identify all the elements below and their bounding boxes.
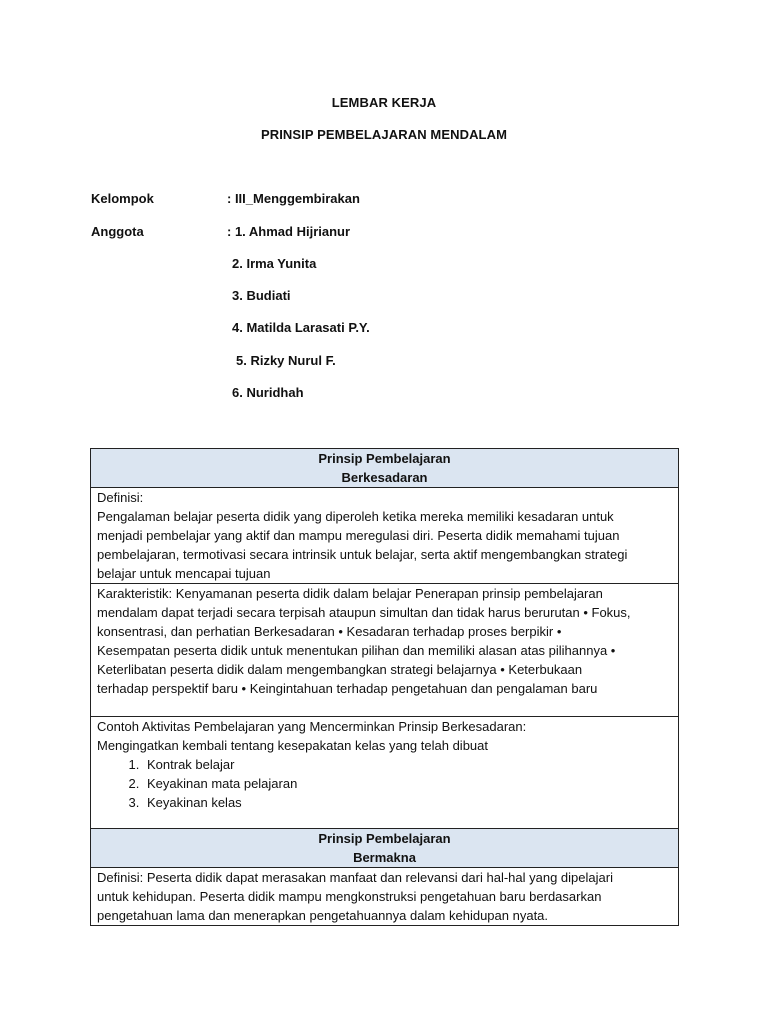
characteristic-line: Kesempatan peserta didik untuk menentukan pilihan dan memiliki alasan atas pilihannya • (97, 643, 616, 658)
member-item: 5. Rizky Nurul F. (236, 353, 336, 368)
definition-line: Definisi: Peserta didik dapat merasakan manfaat dan relevansi dari hal-hal yang dipelajari (97, 870, 613, 885)
definition-cell (91, 868, 679, 926)
member-item: 6. Nuridhah (232, 385, 304, 400)
definition-line: Pengalaman belajar peserta didik yang diperoleh ketika mereka memiliki kesadaran untuk (97, 509, 614, 524)
members-label: Anggota (91, 224, 144, 239)
group-label: Kelompok (91, 191, 154, 206)
definition-line: menjadi pembelajar yang aktif dan mampu meregulasi diri. Peserta didik memahami tujuan (97, 528, 620, 543)
document-title: LEMBAR KERJA (331, 95, 437, 110)
list-item: 1. Kontrak belajar (143, 755, 672, 774)
principles-table (90, 448, 679, 926)
section-heading-bermakna (91, 829, 679, 868)
table-row (91, 868, 679, 926)
table-row (91, 717, 679, 829)
section-heading-line: Bermakna (353, 850, 416, 865)
document-subtitle: PRINSIP PEMBELAJARAN MENDALAM (260, 127, 508, 142)
definition-line: pengetahuan lama dan menerapkan pengetahuannya dalam kehidupan nyata. (97, 908, 549, 923)
definition-label: Definisi: (97, 490, 144, 505)
example-intro: Mengingatkan kembali tentang kesepakatan kelas yang telah dibuat (97, 738, 488, 753)
member-item: : 1. Ahmad Hijrianur (227, 224, 351, 239)
table-row (91, 584, 679, 717)
characteristic-cell (91, 584, 679, 717)
section-heading-line: Berkesadaran (341, 470, 428, 485)
example-cell (91, 717, 679, 829)
list-item: 2. Keyakinan mata pelajaran (143, 774, 672, 793)
characteristic-line: Karakteristik: Kenyamanan peserta didik dalam belajar Penerapan prinsip pembelajaran (97, 586, 603, 601)
list-item: 3. Keyakinan kelas (143, 793, 672, 812)
definition-line: belajar untuk mencapai tujuan (97, 566, 271, 581)
member-item: 4. Matilda Larasati P.Y. (232, 320, 370, 335)
characteristic-line: Keterlibatan peserta didik dalam mengembangkan strategi belajarnya • Keterbukaan (97, 662, 583, 677)
member-item: 2. Irma Yunita (232, 256, 317, 271)
section-heading-line: Prinsip Pembelajaran (318, 451, 451, 466)
group-value: : III_Menggembirakan (227, 191, 360, 206)
definition-line: pembelajaran, termotivasi secara intrinsik untuk belajar, serta aktif mengembangkan strategi (97, 547, 628, 562)
table-row (91, 829, 679, 868)
table-row (91, 449, 679, 488)
characteristic-line: terhadap perspektif baru • Keingintahuan terhadap pengetahuan dan pengalaman baru (97, 681, 598, 696)
characteristic-line: konsentrasi, dan perhatian Berkesadaran • Kesadaran terhadap proses berpikir • (97, 624, 562, 639)
table-row (91, 488, 679, 584)
member-item: 3. Budiati (232, 288, 291, 303)
definition-line: untuk kehidupan. Peserta didik mampu mengkonstruksi pengetahuan baru berdasarkan (97, 889, 602, 904)
section-heading-line: Prinsip Pembelajaran (318, 831, 451, 846)
definition-cell (91, 488, 679, 584)
section-heading-berkesadaran (91, 449, 679, 488)
example-heading: Contoh Aktivitas Pembelajaran yang Mencerminkan Prinsip Berkesadaran: (97, 719, 527, 734)
example-list (97, 755, 672, 812)
characteristic-line: mendalam dapat terjadi secara terpisah ataupun simultan dan tidak harus berurutan • Fokus, (97, 605, 631, 620)
